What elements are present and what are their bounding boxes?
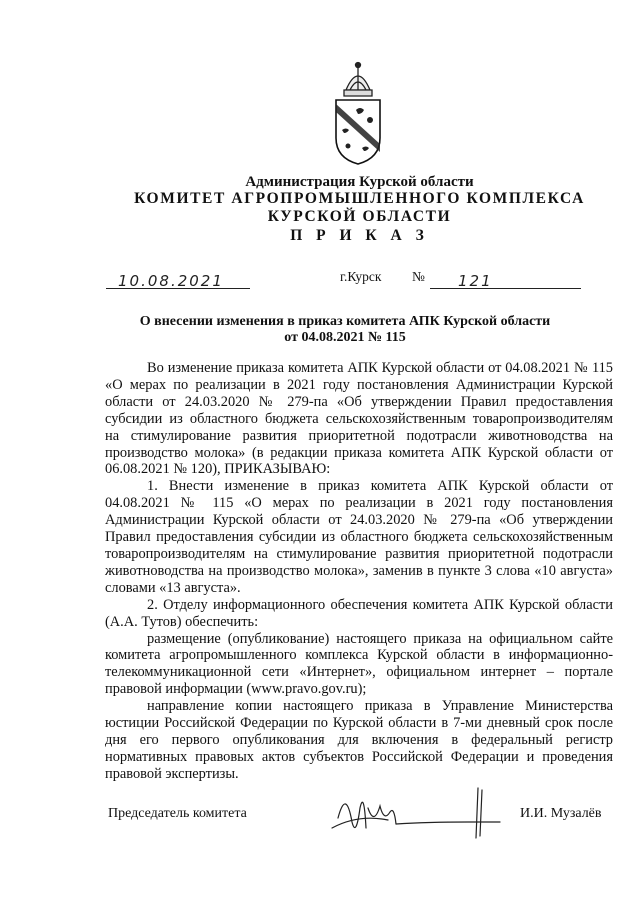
- signatory-name: И.И. Музалёв: [520, 806, 602, 821]
- paragraph-publication: размещение (опубликование) настоящего приказа на официальном сайте комитета агропромышленного комплекса Курской области в информационно-телекоммуникационной сети «Интернет», официальном интернет – портале правовой информации (www.pravo.gov.ru);: [105, 630, 613, 698]
- number-underline: [430, 288, 581, 289]
- region-heading: КУРСКОЙ ОБЛАСТИ: [267, 208, 452, 225]
- paragraph-item-1: 1. Внести изменение в приказ комитета АПК Курской области от 04.08.2021 № 115 «О мерах по реализации в 2021 году постановления Администрации Курской области от 24.03.2020 № 279-па «Об утверждении Правил предоставления субсидии из областного бюджета сельскохозяйственным товаропроизводителям на стимулирование развития приоритетной подотрасли животноводства на производство молока», заменив в пункте 3 слова «10 августа» словами «13 августа».: [105, 478, 613, 596]
- date-underline: [106, 288, 250, 289]
- committee-heading: КОМИТЕТ АГРОПРОМЫШЛЕННОГО КОМПЛЕКСА: [134, 190, 585, 207]
- coat-of-arms-emblem: [326, 60, 390, 168]
- paragraph-item-2: 2. Отделу информационного обеспечения комитета АПК Курской области (А.А. Тутов) обеспечить:: [105, 596, 613, 630]
- order-title-line1: О внесении изменения в приказ комитета АПК Курской области: [139, 314, 551, 329]
- order-title-line2: от 04.08.2021 № 115: [284, 330, 406, 345]
- paragraph-preamble: Во изменение приказа комитета АПК Курской области от 04.08.2021 № 115 «О мерах по реализации в 2021 году постановления Администрации Курской области от 24.03.2020 № 279-па «Об утверждении Правил предоставления субсидии из областного бюджета сельскохозяйственным товаропроизводителям на стимулирование развития приоритетной подотрасли животноводства на производство молока» (в редакции приказа комитета АПК Курской области от 06.08.2021 № 120), ПРИКАЗЫВАЮ:: [105, 360, 613, 478]
- order-body: [105, 360, 613, 783]
- number-label: №: [412, 269, 425, 284]
- handwritten-signature: [318, 778, 508, 848]
- paragraph-submission: направление копии настоящего приказа в Управление Министерства юстиции Российской Федерации по Курской области в 7-ми дневный срок после дня его первого опубликования для включения в федеральный регистр нормативных правовых актов субъектов Российской Федерации и проведения правовой экспертизы.: [105, 698, 613, 782]
- order-number: 121: [458, 272, 493, 290]
- city-label: г.Курск: [340, 269, 382, 284]
- signatory-position: Председатель комитета: [108, 806, 247, 821]
- administration-heading: Администрация Курской области: [245, 174, 474, 190]
- document-type-heading: П Р И К А З: [290, 227, 429, 244]
- order-date: 10.08.2021: [118, 272, 224, 290]
